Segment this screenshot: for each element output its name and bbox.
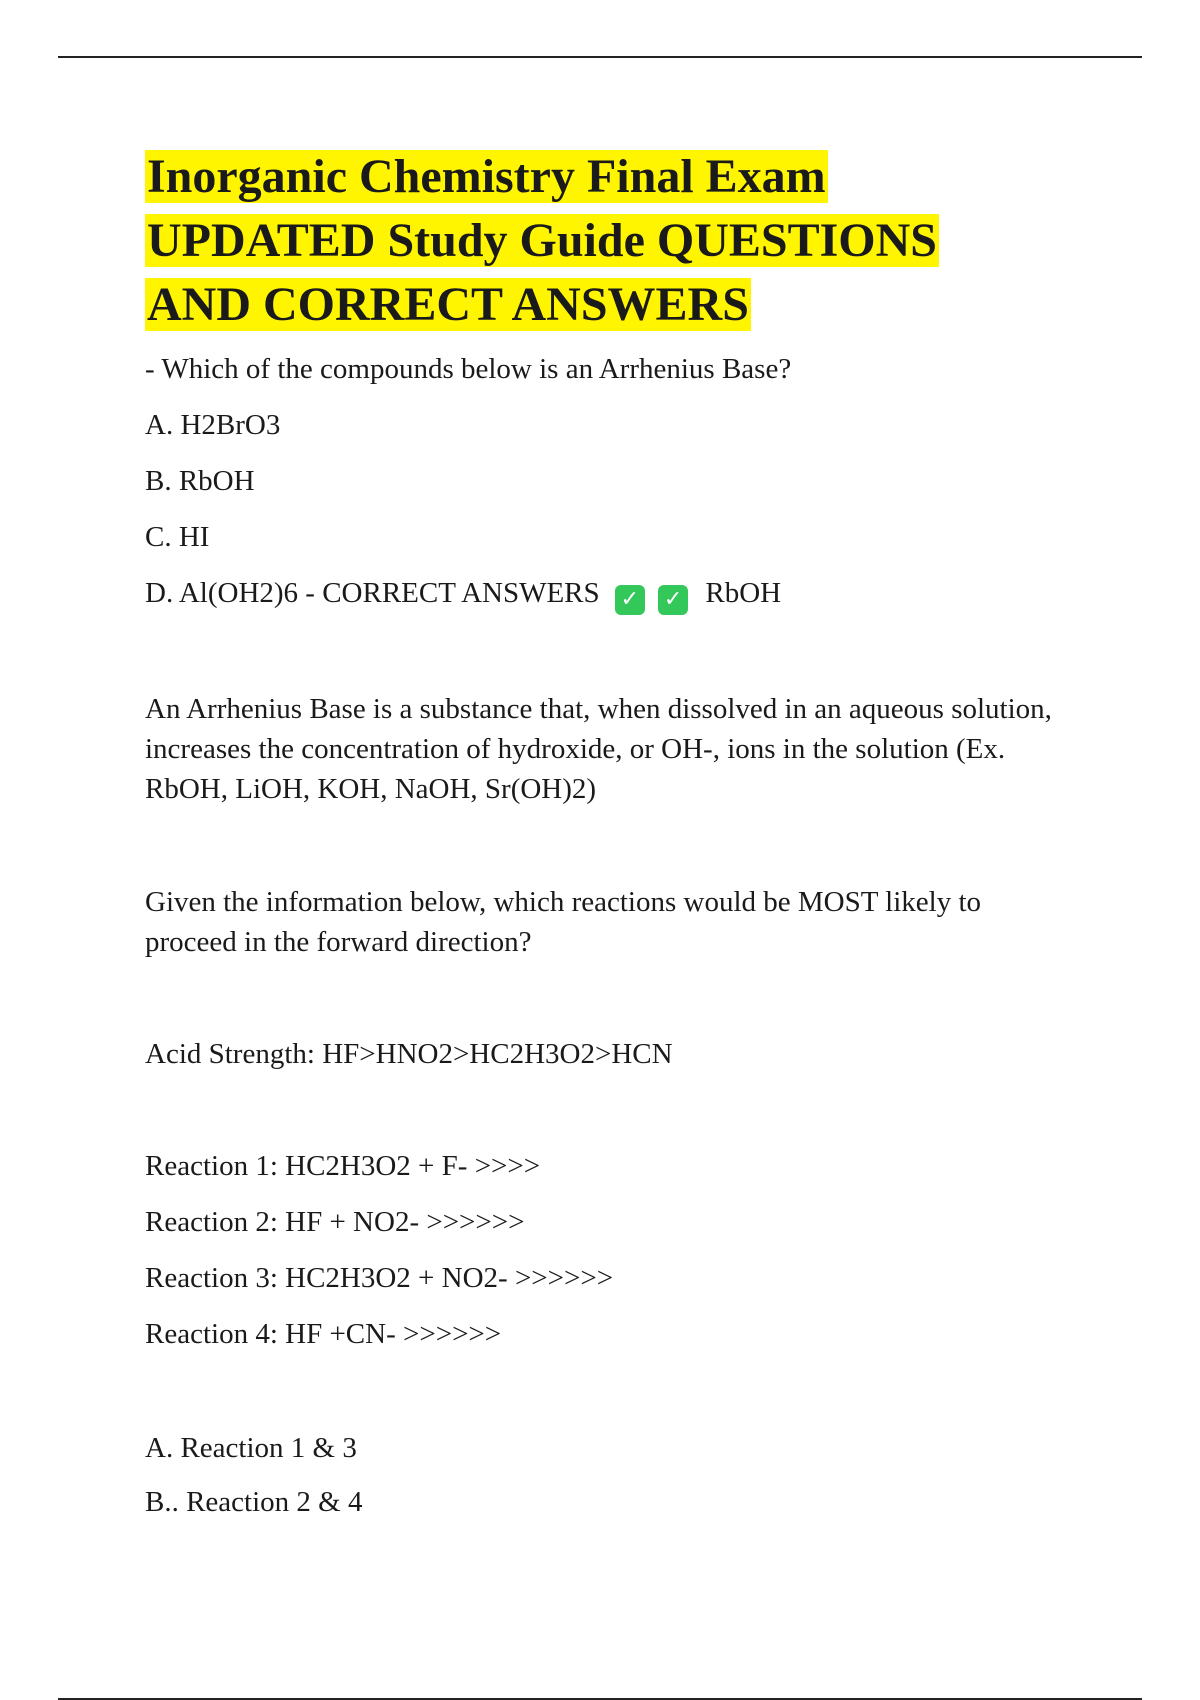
q2-prompt: Given the information below, which reactions would be MOST likely to proceed in the forward direction? [145, 886, 982, 958]
title-line-3: AND CORRECT ANSWERS [147, 278, 749, 331]
title-line-2: UPDATED Study Guide QUESTIONS [147, 214, 937, 267]
reaction-1: Reaction 1: HC2H3O2 + F- >>>> [145, 1150, 541, 1182]
q1-option-b: B. RbOH [145, 465, 255, 497]
q1-option-a: A. H2BrO3 [145, 409, 281, 441]
q1-explanation: An Arrhenius Base is a substance that, when dissolved in an aqueous solution, increases the concentration of hydroxide, or OH-, ions in the solution (Ex. RbOH, LiOH, KOH, NaOH, Sr(OH)2) [145, 693, 1052, 805]
reaction-3: Reaction 3: HC2H3O2 + NO2- >>>>>> [145, 1262, 614, 1294]
check-mark-icon: ✓ [615, 585, 645, 615]
reaction-4: Reaction 4: HF +CN- >>>>>> [145, 1318, 502, 1350]
document-title [145, 145, 1075, 337]
q1-option-d [145, 573, 1075, 615]
q1-option-c: C. HI [145, 521, 210, 553]
title-line-1: Inorganic Chemistry Final Exam [147, 150, 826, 203]
q1-prompt: - Which of the compounds below is an Arrhenius Base? [145, 353, 792, 385]
q1-option-d-text: D. Al(OH2)6 - CORRECT ANSWERS [145, 577, 600, 609]
q2-option-a: A. Reaction 1 & 3 [145, 1432, 357, 1464]
q1-answer: RbOH [705, 577, 782, 609]
check-mark-icon: ✓ [658, 585, 688, 615]
top-rule [58, 56, 1142, 58]
document-body [145, 145, 1075, 1522]
acid-strength: Acid Strength: HF>HNO2>HC2H3O2>HCN [145, 1038, 673, 1070]
reaction-2: Reaction 2: HF + NO2- >>>>>> [145, 1206, 525, 1238]
q2-option-b: B.. Reaction 2 & 4 [145, 1486, 363, 1518]
